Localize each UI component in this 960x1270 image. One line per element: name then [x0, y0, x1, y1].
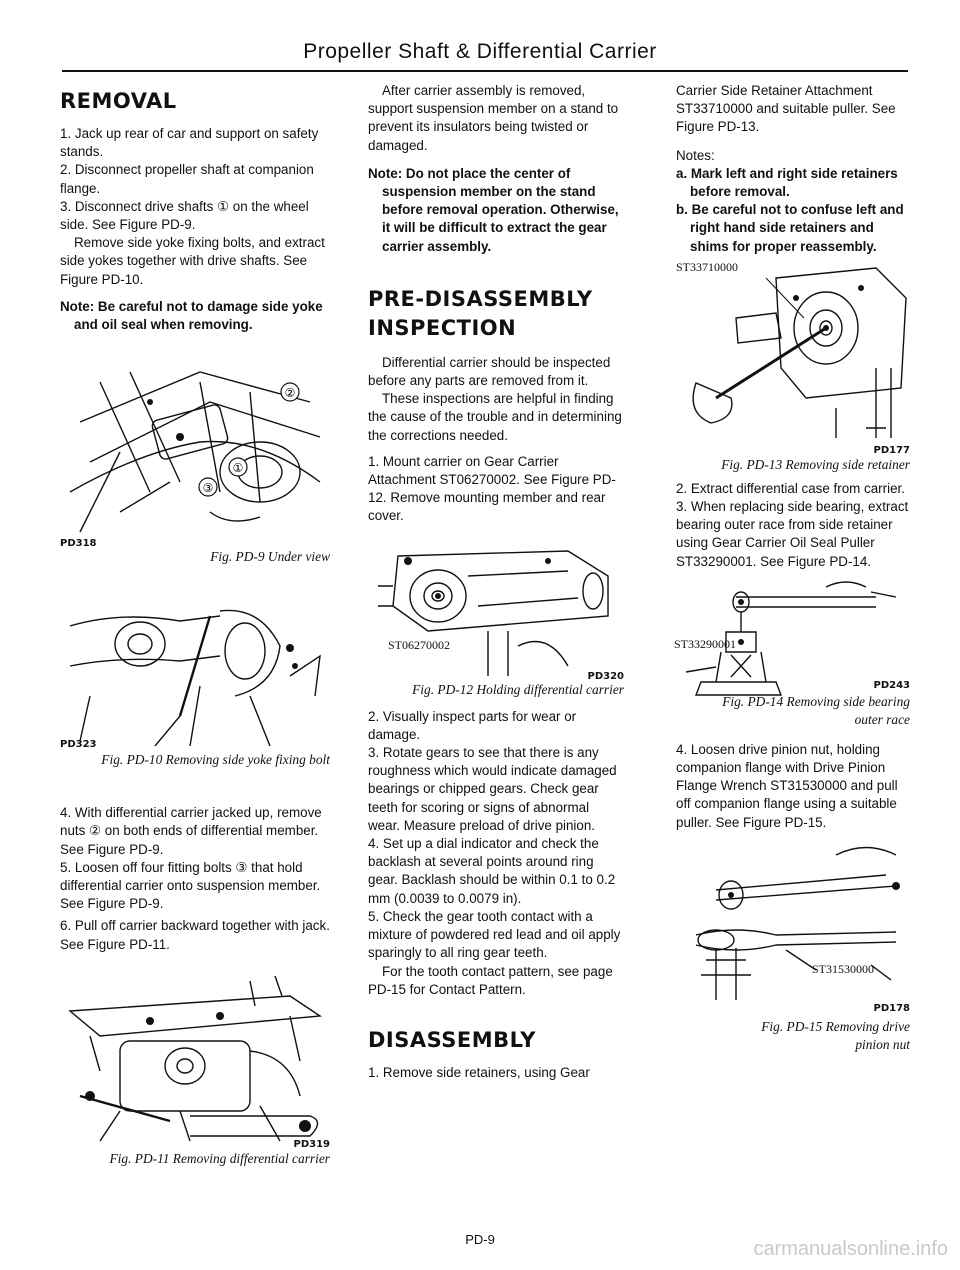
- inspect-step-3: 3. Rotate gears to see that there is any roughness which would indicate damaged bearings or chipped gears. Check gear teeth for scoring or signs of abnormal wear. Measure preload of drive pinion.: [368, 745, 617, 833]
- figure-caption: Fig. PD-12 Holding differential carrier: [412, 681, 624, 697]
- section-heading-disassembly: DISASSEMBLY: [368, 1027, 536, 1052]
- inspect-step-4: 4. Set up a dial indicator and check the backlash at several points around ring gear. Backlash should be within 0.1 to 0.2 mm (0.0039 to 0.0079 in).: [368, 836, 616, 906]
- column-1: [60, 82, 330, 1166]
- figure-pd12: [368, 536, 624, 696]
- note-a: a. Mark left and right side retainers before removal.: [676, 165, 898, 200]
- column-3: [674, 82, 910, 1053]
- step-5: 5. Loosen off four fitting bolts ③ that hold differential carrier onto suspension member. See Figure PD-9.: [60, 859, 321, 912]
- paragraph-contact: For the tooth contact pattern, see page PD-15 for Contact Pattern.: [368, 963, 613, 997]
- page-number: PD-9: [465, 1232, 495, 1247]
- paragraph-helpful: These inspections are helpful in finding the cause of the trouble and in determining the corrections needed.: [368, 391, 622, 443]
- figure-pd11: [60, 966, 330, 1166]
- part-number-label: ST33290001: [674, 636, 737, 651]
- figure-code: PD323: [60, 739, 97, 751]
- paragraph-inspect: Differential carrier should be inspected before any parts are removed from it.: [368, 354, 611, 389]
- step-loosen-pinion: 4. Loosen drive pinion nut, holding companion flange with Drive Pinion Flange Wrench ST31530000 and pull off companion flange using a suitable puller. See Figure PD-15.: [676, 741, 898, 830]
- paragraph-retainer: Carrier Side Retainer Attachment ST33710000 and suitable puller. See Figure PD-13.: [676, 83, 896, 135]
- section-heading-pre-disassembly: PRE-DISASSEMBLY: [368, 286, 593, 311]
- notes-label: Notes:: [676, 147, 715, 163]
- figure-code: PD320: [587, 670, 624, 682]
- figure-pd13: [676, 258, 910, 472]
- inspect-step-2: 2. Visually inspect parts for wear or damage.: [368, 708, 577, 742]
- part-number-label: ST06270002: [388, 637, 451, 652]
- holding-carrier-illustration: [368, 536, 624, 676]
- figure-caption: Fig. PD-14 Removing side bearing outer race: [722, 693, 910, 728]
- step-3-cont: Remove side yoke fixing bolts, and extract side yokes together with drive shafts. See Figure PD-10.: [60, 235, 325, 287]
- carrier-note: Note: Do not place the center of suspension member on the stand before removal operation. Otherwise, it will be difficult to extract the gear carrier assembly.: [368, 165, 619, 254]
- step-3: 3. Disconnect drive shafts ① on the wheel side. See Figure PD-9.: [60, 198, 309, 233]
- section-heading-inspection: INSPECTION: [368, 315, 517, 340]
- figure-pd9: [60, 342, 330, 574]
- removal-note: Note: Be careful not to damage side yoke and oil seal when removing.: [60, 298, 323, 333]
- note-b: b. Be careful not to confuse left and right hand side retainers and shims for proper reassembly.: [676, 202, 904, 254]
- inspect-step-1: 1. Mount carrier on Gear Carrier Attachment ST06270002. See Figure PD-12. Remove mounting member and rear cover.: [368, 453, 616, 524]
- step-1: 1. Jack up rear of car and support on safety stands.: [60, 126, 319, 160]
- side-yoke-illustration: [60, 586, 330, 746]
- watermark: carmanualsonline.info: [753, 1238, 948, 1260]
- disassembly-step-1: 1. Remove side retainers, using Gear: [368, 1064, 590, 1080]
- step-6: 6. Pull off carrier backward together with jack. See Figure PD-11.: [60, 918, 330, 952]
- figure-pd10: [60, 586, 330, 776]
- section-heading-removal: REMOVAL: [60, 89, 177, 113]
- retainer-illustration: [676, 258, 910, 438]
- figure-caption: Fig. PD-10 Removing side yoke fixing bolt: [101, 752, 330, 768]
- figure-code: PD319: [293, 1138, 330, 1150]
- callout-1: ①: [232, 461, 244, 476]
- paragraph-support: After carrier assembly is removed, support suspension member on a stand to prevent its insulators being twisted or damaged.: [368, 83, 619, 153]
- inspect-step-5: 5. Check the gear tooth contact with a mixture of powdered red lead and oil apply sparingly to all ring gear teeth.: [368, 908, 621, 961]
- figure-caption: Fig. PD-11 Removing differential carrier: [109, 1150, 330, 1166]
- page-header-title: Propeller Shaft & Differential Carrier: [303, 40, 657, 63]
- pinion-wrench-illustration: [676, 840, 910, 1005]
- under-view-illustration: [60, 342, 330, 542]
- column-2: [368, 82, 624, 1082]
- figure-caption: Fig. PD-15 Removing drive pinion nut: [761, 1018, 910, 1053]
- figure-caption: Fig. PD-9 Under view: [210, 549, 330, 565]
- header-rule: [62, 70, 908, 72]
- figure-code: PD318: [60, 538, 97, 550]
- figure-pd15: [676, 840, 910, 1053]
- step-2: 2. Disconnect propeller shaft at companion flange.: [60, 162, 314, 196]
- step-replace-bearing: 3. When replacing side bearing, extract bearing outer race from side retainer using Gear Carrier Oil Seal Puller ST33290001. See Figure PD-14.: [676, 499, 909, 569]
- differential-carrier-illustration: [60, 966, 330, 1146]
- step-4: 4. With differential carrier jacked up, remove nuts ② on both ends of differential member. See Figure PD-9.: [60, 805, 322, 857]
- callout-3: ③: [202, 481, 214, 496]
- figure-code: PD178: [873, 1002, 910, 1014]
- figure-code: PD243: [873, 679, 910, 691]
- callout-2: ②: [284, 386, 296, 401]
- part-number-label: ST33710000: [676, 258, 738, 276]
- part-number-label: ST31530000: [812, 961, 875, 976]
- figure-caption: Fig. PD-13 Removing side retainer: [721, 456, 910, 472]
- figure-pd14: [676, 577, 910, 727]
- figure-code: PD177: [873, 444, 910, 456]
- step-extract: 2. Extract differential case from carrier.: [676, 480, 905, 496]
